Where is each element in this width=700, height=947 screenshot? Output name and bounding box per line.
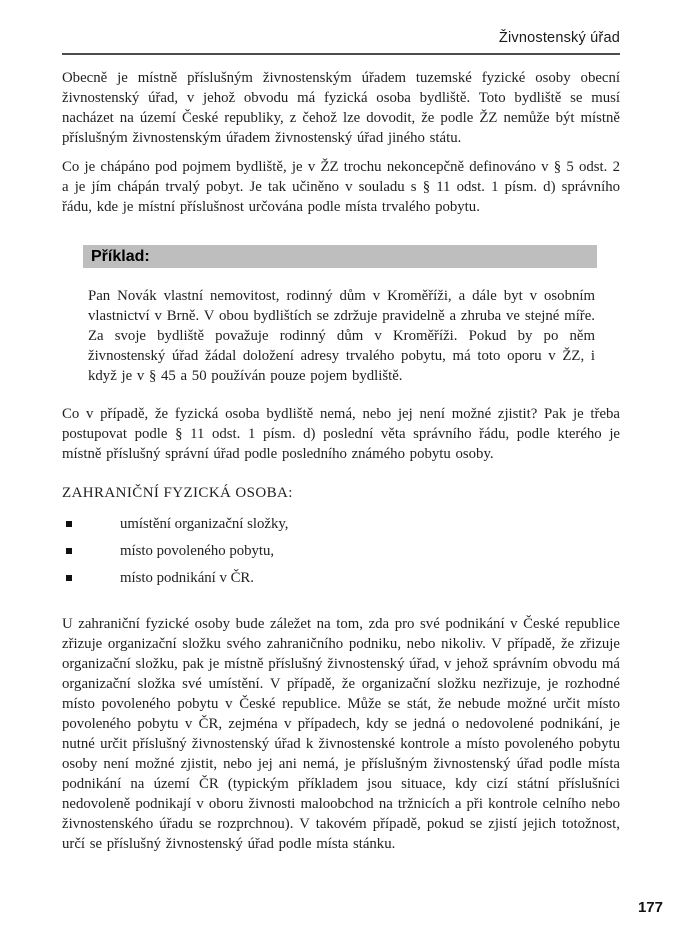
bullet-text: místo povoleného pobytu,	[120, 542, 275, 559]
running-head-title: Živnostenský úřad	[498, 30, 620, 46]
example-box-body: Pan Novák vlastní nemovitost, rodinný dům v Kroměříži, a dále byt v osobním vlastnictví v Brně. V obou bydlištích se zdržuje pravidelně a zhruba ve stejné míře. Za svoje bydliště považuje rodinný dům v Kroměříži. Pokud by po něm živnostenský úřad žádal doložení adresy trvalého pobytu, má toto oporu v ŽZ, i když je v § 45 a 50 používán pouze pojem bydliště.	[88, 287, 595, 384]
bullet-square-icon	[66, 575, 72, 581]
example-box	[83, 245, 597, 386]
bullet-text: místo podnikání v ČR.	[120, 569, 255, 586]
paragraph-bydliste-definition: Co je chápáno pod pojmem bydliště, je v ŽZ trochu nekoncepčně definováno v § 5 odst. 2 a je jím chápán trvalý pobyt. Je tak učiněno v souladu s § 11 odst. 1 písm. d) správního řádu, kde je místní příslušnost určována podle místa trvalého pobytu.	[62, 159, 620, 215]
bullet-text: umístění organizační složky,	[120, 515, 289, 532]
header-rule	[62, 53, 620, 55]
section-heading-foreign-person: ZAHRANIČNÍ FYZICKÁ OSOBA:	[62, 484, 293, 501]
bullet-square-icon	[66, 548, 72, 554]
paragraph-general-jurisdiction: Obecně je místně příslušným živnostenským úřadem tuzemské fyzické osoby obecní živnostenský úřad, v jehož obvodu má fyzická osoba bydliště. Toto bydliště se musí nacházet na území České republiky, z čehož lze dovodit, že podle ŽZ nemůže být místně příslušným živnostenským úřadem živnostenský úřad jiného státu.	[62, 70, 620, 146]
paragraph-no-residence: Co v případě, že fyzická osoba bydliště nemá, nebo jej není možné zjistit? Pak je třeba postupovat podle § 11 odst. 1 písm. d) poslední věta správního řádu, podle kterého je místně příslušný správní úřad podle posledního známého pobytu osoby.	[62, 405, 620, 462]
list-item	[62, 568, 620, 588]
page-number: 177	[637, 899, 663, 916]
list-item	[62, 514, 620, 534]
bullet-square-icon	[66, 521, 72, 527]
paragraph-foreign-person-detail: U zahraniční fyzické osoby bude záležet na tom, zda pro své podnikání v České republice zřizuje organizační složku svého zahraničního podniku, nebo nikoliv. V případě, že zřizuje organizační složku, pak je místně příslušný živnostenský úřad, v jehož správním obvodu má organizační složka své umístění. V případě, že organizační složku nezřizuje, je rozhodné místo povoleného pobytu v České republice. Může se stát, že nebude možné určit místo povoleného pobytu v ČR, zejména v případech, kdy se jedná o nedovolené podnikání, je nutné určit příslušný živnostenský úřad k živnostenské kontrole a místo povoleného pobytu osoby není možné zjistit, nebo jej ani nemá, je příslušným živnostenský úřad podle místa podnikání na území ČR (typickým příkladem jsou situace, kdy cizí státní příslušníci nedovoleně podnikají v oboru živnosti maloobchod na tržnicích a při kontrole celního nebo živnostenského úřadu se rozprchnou). V takovém případě, pokud se zjistí jejich totožnost, určí se příslušný živnostenský úřad podle místa stánku.	[62, 615, 620, 852]
list-item	[62, 541, 620, 561]
example-box-title: Příklad:	[83, 245, 597, 268]
bullet-list	[62, 514, 620, 588]
